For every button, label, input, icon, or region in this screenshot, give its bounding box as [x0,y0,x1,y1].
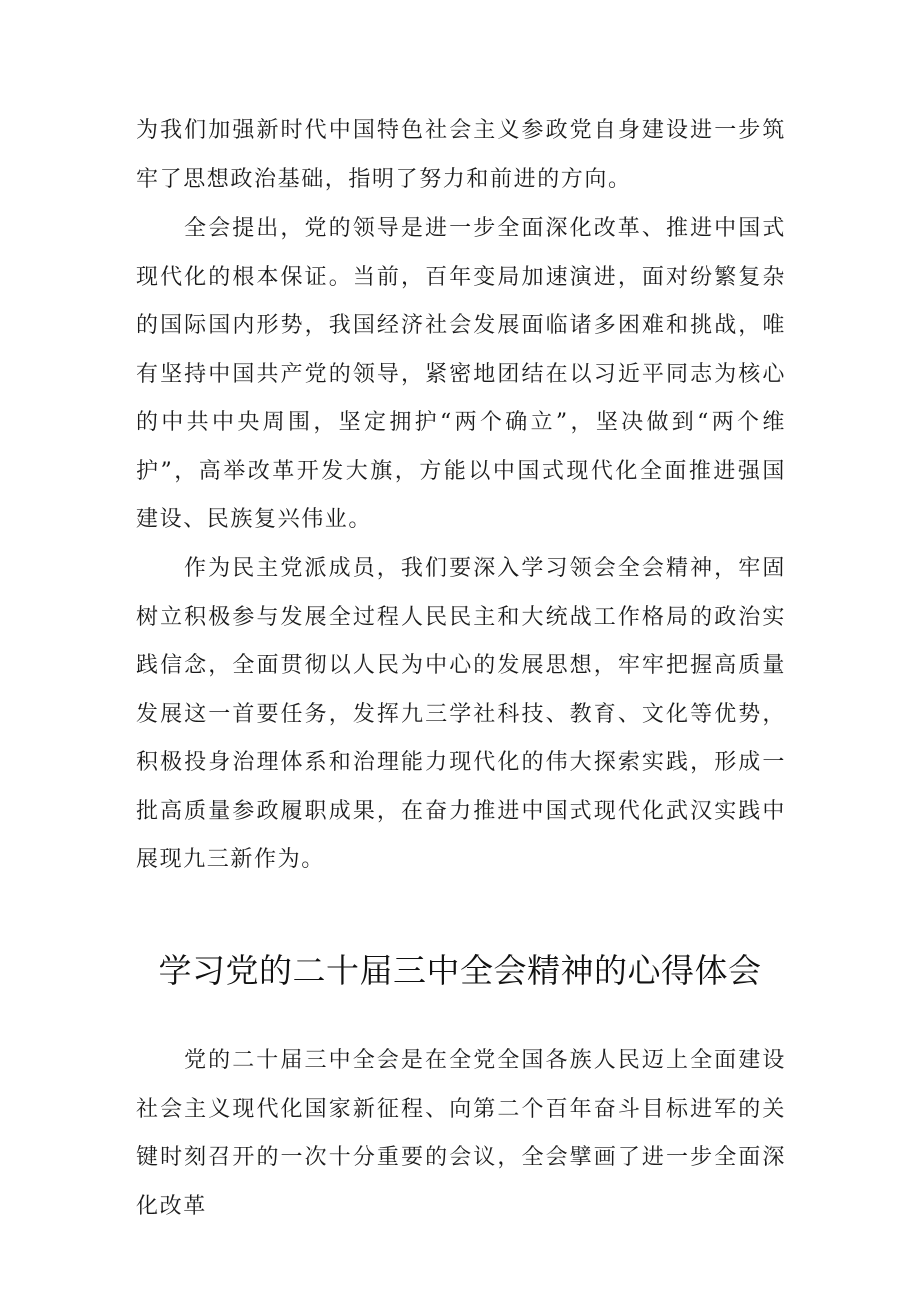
paragraph-party-members [136,545,786,885]
paragraph-continuation [136,107,786,204]
paragraph-section-intro [136,1037,786,1231]
paragraph-leadership [136,205,786,545]
paragraph: 全会提出，党的领导是进一步全面深化改革、推进中国式现代化的根本保证。当前，百年变局加速演进，面对纷繁复杂的国际国内形势，我国经济社会发展面临诸多困难和挑战，唯有坚持中国共产党的领导，紧密地团结在以习近平同志为核心的中共中央周围，坚定拥护“两个确立”，坚决做到“两个维护”，高举改革开发大旗，方能以中国式现代化全面推进强国建设、民族复兴伟业。 [136,216,786,532]
paragraph: 为我们加强新时代中国特色社会主义参政党自身建设进一步筑牢了思想政治基础，指明了努力和前进的方向。 [136,118,786,192]
paragraph: 作为民主党派成员，我们要深入学习领会全会精神，牢固树立积极参与发展全过程人民民主和大统战工作格局的政治实践信念，全面贯彻以人民为中心的发展思想，牢牢把握高质量发展这一首要任务，发挥九三学社科技、教育、文化等优势，积极投身治理体系和治理能力现代化的伟大探索实践，形成一批高质量参政履职成果，在奋力推进中国式现代化武汉实践中展现九三新作为。 [136,556,786,872]
paragraph: 党的二十届三中全会是在全党全国各族人民迈上全面建设社会主义现代化国家新征程、向第二个百年奋斗目标进军的关键时刻召开的一次十分重要的会议，全会擘画了进一步全面深化改革 [136,1048,786,1219]
section-title: 学习党的二十届三中全会精神的心得体会 [158,951,762,990]
